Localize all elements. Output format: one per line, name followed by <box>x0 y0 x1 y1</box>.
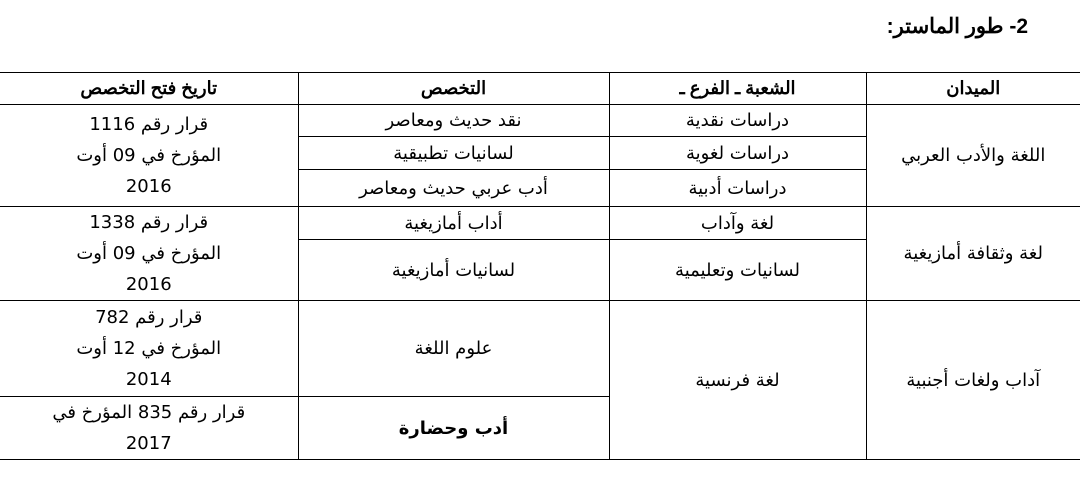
column-header-branch: الشعبة ـ الفرع ـ <box>609 73 866 105</box>
field-cell: اللغة والأدب العربي <box>866 105 1080 207</box>
specialty-cell: نقد حديث ومعاصر <box>298 105 609 137</box>
table-row <box>0 301 1080 397</box>
decision-line: قرار رقم 835 المؤرخ في <box>52 402 246 423</box>
decision-line: قرار رقم 1338 <box>89 212 209 233</box>
table-row <box>0 105 1080 137</box>
decision-cell <box>0 301 298 397</box>
field-cell: آداب ولغات أجنبية <box>866 301 1080 460</box>
decision-cell <box>0 105 298 207</box>
branch-cell: لغة فرنسية <box>609 301 866 460</box>
decision-line: المؤرخ في 09 أوت <box>76 243 222 264</box>
specialty-cell: أدب وحضارة <box>298 397 609 460</box>
decision-line: قرار رقم 1116 <box>89 114 209 135</box>
branch-cell: دراسات لغوية <box>609 137 866 170</box>
decision-line: قرار رقم 782 <box>95 307 203 328</box>
decision-line: 2014 <box>125 369 172 390</box>
branch-cell: لغة وآداب <box>609 207 866 240</box>
specialty-cell: أداب أمازيغية <box>298 207 609 240</box>
specialty-cell: لسانيات تطبيقية <box>298 137 609 170</box>
column-header-field: الميدان <box>866 73 1080 105</box>
decision-line: 2016 <box>125 176 172 197</box>
decision-cell <box>0 207 298 301</box>
section-heading: 2- طور الماستر: <box>886 15 1028 38</box>
field-cell: لغة وثقافة أمازيغية <box>866 207 1080 301</box>
branch-cell: دراسات نقدية <box>609 105 866 137</box>
decision-line: 2017 <box>125 433 172 454</box>
branch-cell: دراسات أدبية <box>609 170 866 207</box>
decision-line: المؤرخ في 09 أوت <box>76 145 222 166</box>
decision-cell <box>0 397 298 460</box>
specialty-cell: أدب عربي حديث ومعاصر <box>298 170 609 207</box>
column-header-date: تاريخ فتح التخصص <box>0 73 298 105</box>
master-specialties-table <box>0 72 1080 460</box>
decision-line: المؤرخ في 12 أوت <box>76 338 222 359</box>
table-row <box>0 207 1080 240</box>
branch-cell: لسانيات وتعليمية <box>609 240 866 301</box>
specialty-cell: لسانيات أمازيغية <box>298 240 609 301</box>
column-header-specialty: التخصص <box>298 73 609 105</box>
decision-line: 2016 <box>125 274 172 295</box>
table-header-row <box>0 73 1080 105</box>
specialty-cell: علوم اللغة <box>298 301 609 397</box>
